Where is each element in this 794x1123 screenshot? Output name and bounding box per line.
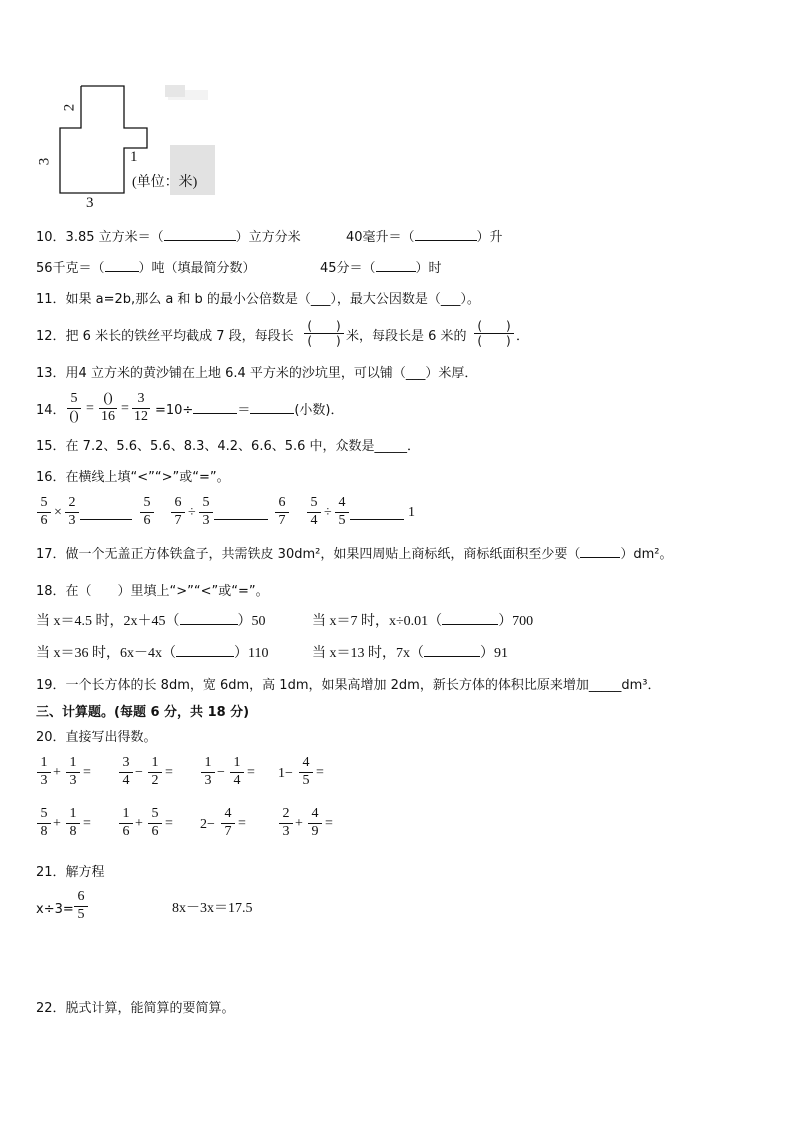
q14-frac2: () 16 <box>101 391 115 424</box>
question-17: 17．做一个无盖正方体铁盒子，共需铁皮 30dm²，如果四周贴上商标纸，商标纸面积至少要（ ）dm²。 <box>36 547 673 562</box>
q20-fraction-b: 4 9 <box>307 807 323 840</box>
q12-frac2: ( ) ( ) <box>474 320 514 347</box>
q14-frac1: 5 () <box>66 392 82 425</box>
q16-e1-c: 5 6 <box>139 496 155 529</box>
q16-e1-op: × <box>54 505 62 520</box>
question-19: 19．一个长方体的长 8dm，宽 6dm，高 1dm，如果高增加 2dm，新长方体的体积比原来增加_____dm³． <box>36 678 661 693</box>
figure-label-3-bottom: 3 <box>86 195 94 211</box>
q21-eq2: 8x－3x＝17.5 <box>172 901 253 916</box>
question-20-title: 20．直接写出得数。 <box>36 730 157 745</box>
question-12-mid: 米，每段长是 6 米的 <box>346 329 467 344</box>
q18-row1b: 当 x＝7 时，x÷0.01（ ）700 <box>312 614 534 629</box>
q20-operator: + <box>135 816 143 831</box>
q20-fraction-a: 1 3 <box>200 756 216 789</box>
q20-equals: = <box>83 816 91 831</box>
question-13: 13．用4 立方米的黄沙铺在上地 6.4 平方米的沙坑里，可以铺（___）米厚． <box>36 366 478 381</box>
q21-eq1-frac: 6 5 <box>73 890 89 923</box>
q16-e3-op: ÷ <box>324 505 332 520</box>
q18-row2a: 当 x＝36 时，6x－4x（ ）110 <box>36 646 269 661</box>
q20-fraction-b: 5 6 <box>147 807 163 840</box>
question-16-title: 16．在横线上填“<”“>”或“=”。 <box>36 470 230 485</box>
figure-label-1: 1 <box>130 149 138 165</box>
q16-e3-blank[interactable] <box>350 519 404 520</box>
question-12-end: ． <box>516 329 530 344</box>
q20-equals: = <box>238 816 246 831</box>
q20-fraction-a: 5 8 <box>36 807 52 840</box>
q16-e3-a: 5 4 <box>306 496 322 529</box>
q20-equals: = <box>325 816 333 831</box>
q18-row1a: 当 x＝4.5 时，2x＋45（ ）50 <box>36 614 266 629</box>
q21-eq1-prefix: x÷3= <box>36 902 74 917</box>
shape-figure <box>0 0 260 215</box>
q16-e3-b: 4 5 <box>334 496 350 529</box>
q20-equals: = <box>83 765 91 780</box>
q16-e1-blank[interactable] <box>80 519 132 520</box>
q14-eq1: = <box>86 401 94 416</box>
q16-e2-blank[interactable] <box>214 519 268 520</box>
q20-fraction-a: 2 3 <box>278 807 294 840</box>
q16-e1-a: 5 6 <box>36 496 52 529</box>
q20-fraction-b: 4 5 <box>298 756 314 789</box>
figure-unit: (单位：米) <box>132 175 198 190</box>
q20-prefix: 1− <box>278 766 293 781</box>
q20-prefix: 2− <box>200 817 215 832</box>
question-15: 15．在 7.2、5.6、5.6、8.3、4.2、6.6、5.6 中，众数是_____． <box>36 439 421 454</box>
question-22: 22．脱式计算，能简算的要简算。 <box>36 1001 235 1016</box>
q20-equals: = <box>165 765 173 780</box>
q18-row2b: 当 x＝13 时，7x（ ）91 <box>312 646 508 661</box>
q20-fraction-a: 1 6 <box>118 807 134 840</box>
q20-equals: = <box>165 816 173 831</box>
question-10-line2-part2: 45分＝（ ）时 <box>320 261 442 276</box>
figure-label-3-left: 3 <box>36 157 53 166</box>
q20-fraction-b: 1 3 <box>65 756 81 789</box>
q20-fraction-b: 1 8 <box>65 807 81 840</box>
q12-frac1: ( ) ( ) <box>304 320 344 347</box>
figure-label-2: 2 <box>61 103 78 112</box>
question-12: 12．把 6 米长的铁丝平均截成 7 段，每段长 <box>36 329 294 344</box>
q16-e2-op: ÷ <box>188 505 196 520</box>
q16-e2-b: 5 3 <box>198 496 214 529</box>
q20-operator: + <box>53 765 61 780</box>
question-11: 11．如果 a=2b,那么 a 和 b 的最小公倍数是（___），最大公因数是（___）。 <box>36 292 480 307</box>
q20-equals: = <box>316 765 324 780</box>
q20-operator: − <box>217 765 225 780</box>
question-18-title: 18．在（ ）里填上“>”“<”或“=”。 <box>36 584 269 599</box>
q16-e2-c: 6 7 <box>274 496 290 529</box>
question-10-line2: 56千克＝（ ）吨（填最简分数） <box>36 261 256 276</box>
q20-fraction-a: 1 3 <box>36 756 52 789</box>
q14-frac3: 3 12 <box>134 391 148 424</box>
q14-rest: =10÷ ＝ (小数)． <box>155 403 344 418</box>
question-10-part2: 40毫升＝（ ）升 <box>346 230 503 245</box>
question-14-number: 14． <box>36 403 66 418</box>
question-21-title: 21．解方程 <box>36 865 105 880</box>
q20-equals: = <box>247 765 255 780</box>
q20-fraction-b: 1 2 <box>147 756 163 789</box>
q16-e1-b: 2 3 <box>64 496 80 529</box>
q20-fraction-b: 4 7 <box>220 807 236 840</box>
q16-e3-c: 1 <box>408 505 415 520</box>
section-3-heading: 三、计算题。(每题 6 分，共 18 分) <box>36 705 250 720</box>
question-10: 10．3.85 立方米＝（ ）立方分米 <box>36 230 301 245</box>
q20-fraction-a: 3 4 <box>118 756 134 789</box>
q20-operator: − <box>135 765 143 780</box>
q16-e2-a: 6 7 <box>170 496 186 529</box>
q20-operator: + <box>295 816 303 831</box>
q20-fraction-b: 1 4 <box>229 756 245 789</box>
q20-operator: + <box>53 816 61 831</box>
q14-eq2: = <box>121 401 129 416</box>
